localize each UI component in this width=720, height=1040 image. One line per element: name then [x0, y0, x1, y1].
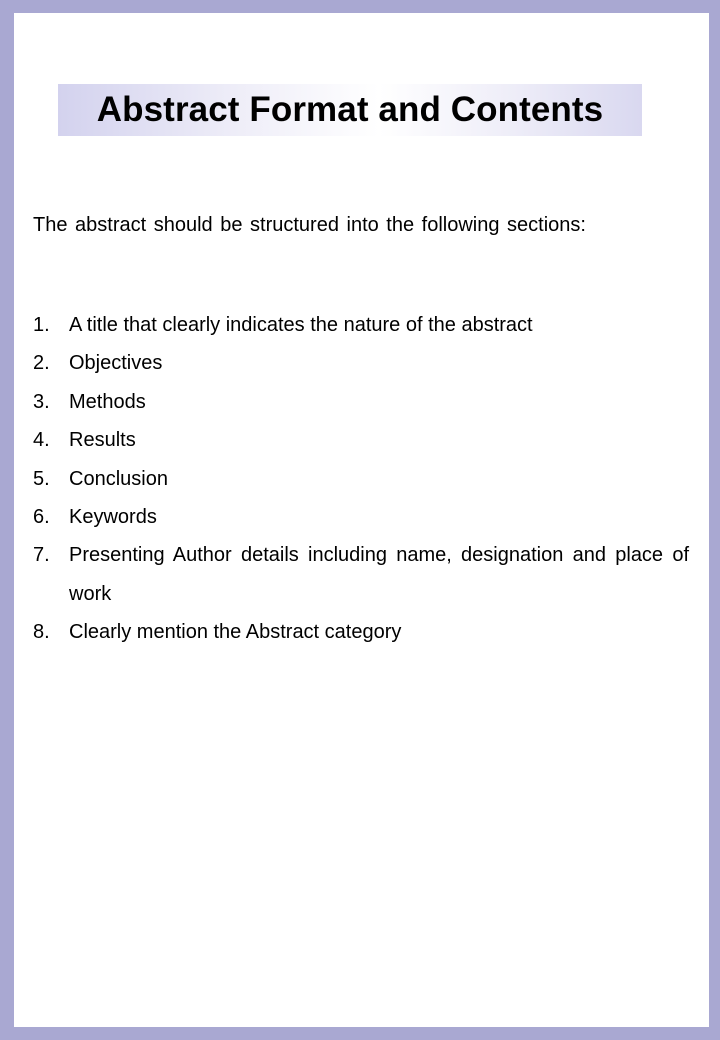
list-item-text: Presenting Author details including name, designation and place of work [69, 544, 689, 605]
list-item-number: 7. [33, 544, 50, 567]
list-item [33, 306, 689, 344]
page-title: Abstract Format and Contents [96, 90, 604, 129]
list-item-text: Methods [69, 390, 146, 413]
list-item-text: Clearly mention the Abstract category [69, 621, 402, 644]
list-item-text: A title that clearly indicates the nature of the abstract [69, 314, 533, 336]
list-item-number: 6. [33, 506, 50, 529]
list-item-text: Objectives [69, 352, 163, 375]
list-item-number: 5. [33, 467, 50, 490]
intro-text: The abstract should be structured into the following sections: [33, 214, 586, 236]
list-item-number: 1. [33, 314, 50, 336]
list-item [33, 536, 689, 613]
list-item [33, 460, 689, 498]
list-item [33, 613, 689, 651]
list-item [33, 498, 689, 536]
list-item [33, 421, 689, 459]
list-item-number: 3. [33, 390, 50, 413]
sections-list [33, 306, 689, 652]
list-item-number: 2. [33, 352, 50, 375]
list-item [33, 344, 689, 382]
list-item [33, 383, 689, 421]
list-item-text: Keywords [69, 506, 157, 529]
list-item-text: Conclusion [69, 467, 168, 490]
list-item-text: Results [69, 429, 136, 452]
list-item-number: 8. [33, 621, 50, 644]
list-item-number: 4. [33, 429, 50, 452]
title-banner [58, 84, 642, 136]
